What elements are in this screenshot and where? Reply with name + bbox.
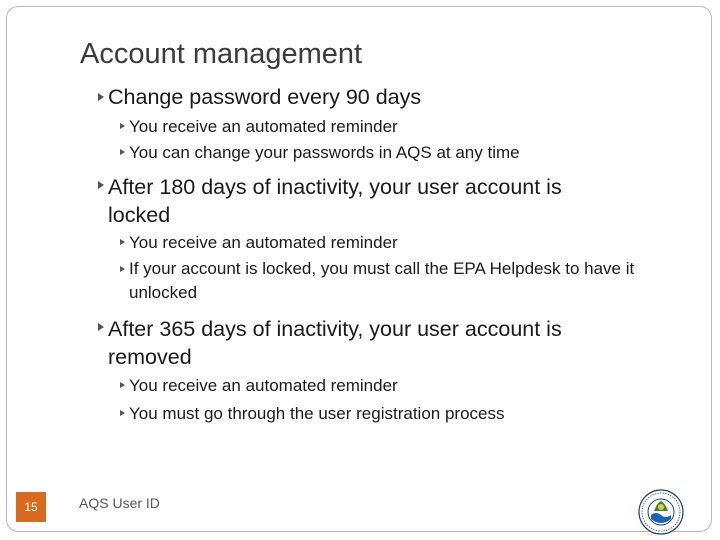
bullet-1-text: Change password every 90 days — [108, 85, 422, 109]
bullet-3-sub-1 — [120, 376, 398, 396]
bullet-2-sub-1 — [120, 233, 398, 253]
bullet-2 — [98, 173, 628, 229]
footer-text: AQS User ID — [79, 495, 160, 511]
bullet-3-text: After 365 days of inactivity, your user account is removed — [108, 317, 562, 369]
slide-title: Account management — [80, 38, 363, 70]
bullet-1-sub-2-text: You can change your passwords in AQS at any time — [129, 143, 520, 162]
bullet-arrow-icon — [120, 123, 125, 129]
bullet-arrow-icon — [98, 181, 104, 189]
page-number: 15 — [24, 500, 38, 514]
bullet-2-sub-1-text: You receive an automated reminder — [129, 233, 398, 252]
bullet-arrow-icon — [120, 410, 125, 416]
bullet-3-sub-1-text: You receive an automated reminder — [129, 376, 398, 395]
bullet-3-sub-2-text: You must go through the user registration process — [129, 404, 505, 423]
bullet-2-sub-2-text: If your account is locked, you must call the EPA Helpdesk to have it unlocked — [129, 259, 635, 302]
bullet-2-sub-2 — [120, 260, 674, 305]
bullet-arrow-icon — [120, 382, 125, 388]
bullet-arrow-icon — [98, 323, 104, 331]
bullet-3-sub-2 — [120, 404, 504, 424]
bullet-1-sub-1-text: You receive an automated reminder — [129, 117, 398, 136]
bullet-2-text: After 180 days of inactivity, your user account is locked — [108, 175, 562, 227]
bullet-1 — [98, 85, 421, 110]
page-number-badge — [16, 492, 46, 522]
epa-seal-icon — [638, 489, 684, 535]
bullet-arrow-icon — [120, 266, 125, 272]
bullet-1-sub-1 — [120, 117, 398, 137]
bullet-3 — [98, 315, 628, 371]
bullet-arrow-icon — [98, 93, 104, 101]
bullet-1-sub-2 — [120, 143, 520, 163]
bullet-arrow-icon — [120, 239, 125, 245]
bullet-arrow-icon — [120, 149, 125, 155]
